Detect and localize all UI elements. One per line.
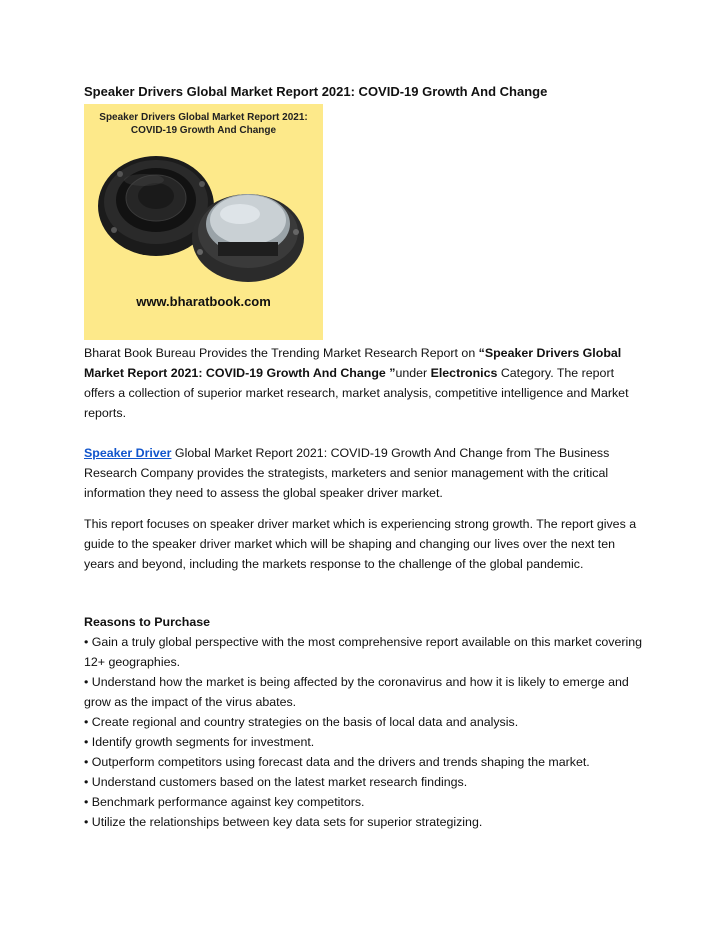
document-title: Speaker Drivers Global Market Report 2021: COVID-19 Growth And Change bbox=[84, 84, 548, 99]
intro-category: Electronics bbox=[430, 366, 498, 380]
speaker-drivers-illustration bbox=[84, 140, 323, 290]
description-text: Global Market Report 2021: COVID-19 Growth And Change from The Business Research Company provides the strategists, marketers and senior management with the critical information they need to assess the global speaker driver market. bbox=[84, 446, 610, 500]
banner-heading-line1: Speaker Drivers Global Market Report 2021: bbox=[99, 112, 308, 123]
list-item: • Understand customers based on the latest market research findings. bbox=[84, 775, 468, 789]
banner-website: www.bharatbook.com bbox=[136, 294, 271, 309]
focus-paragraph: This report focuses on speaker driver market which is experiencing strong growth. The report gives a guide to the speaker driver market which will be shaping and changing our lives over the next ten years and beyond, including the markets response to the challenge of the global pandemic. bbox=[84, 517, 637, 571]
list-item: • Benchmark performance against key competitors. bbox=[84, 795, 365, 809]
intro-paragraph bbox=[84, 343, 639, 423]
banner-heading bbox=[84, 112, 323, 137]
silver-speaker-icon bbox=[192, 194, 304, 282]
intro-report-name: “Speaker Drivers Global Market Report 2021: COVID-19 Growth And Change ” bbox=[84, 346, 622, 380]
description-paragraph bbox=[84, 443, 639, 503]
list-item: • Create regional and country strategies on the basis of local data and analysis. bbox=[84, 715, 519, 729]
intro-text-before: Bharat Book Bureau Provides the Trending Market Research Report on bbox=[84, 346, 479, 360]
intro-text-under: under bbox=[395, 366, 431, 380]
report-banner-image bbox=[84, 104, 323, 340]
banner-heading-line2: COVID-19 Growth And Change bbox=[130, 124, 277, 136]
intro-text-after: Category. The report offers a collection of superior market research, market analysis, competitive intelligence and Market reports. bbox=[84, 366, 629, 420]
list-item: • Understand how the market is being affected by the coronavirus and how it is likely to emerge and grow as the impact of the virus abates. bbox=[84, 675, 629, 709]
list-item: • Gain a truly global perspective with the most comprehensive report available on this market covering 12+ geographies. bbox=[84, 635, 643, 669]
reasons-list bbox=[84, 612, 644, 832]
list-item: • Utilize the relationships between key data sets for superior strategizing. bbox=[84, 815, 483, 829]
list-item: • Outperform competitors using forecast data and the drivers and trends shaping the market. bbox=[84, 755, 590, 769]
list-item: • Identify growth segments for investment. bbox=[84, 735, 315, 749]
reasons-heading: Reasons to Purchase bbox=[84, 615, 211, 629]
speaker-driver-link[interactable]: Speaker Driver bbox=[84, 446, 172, 460]
